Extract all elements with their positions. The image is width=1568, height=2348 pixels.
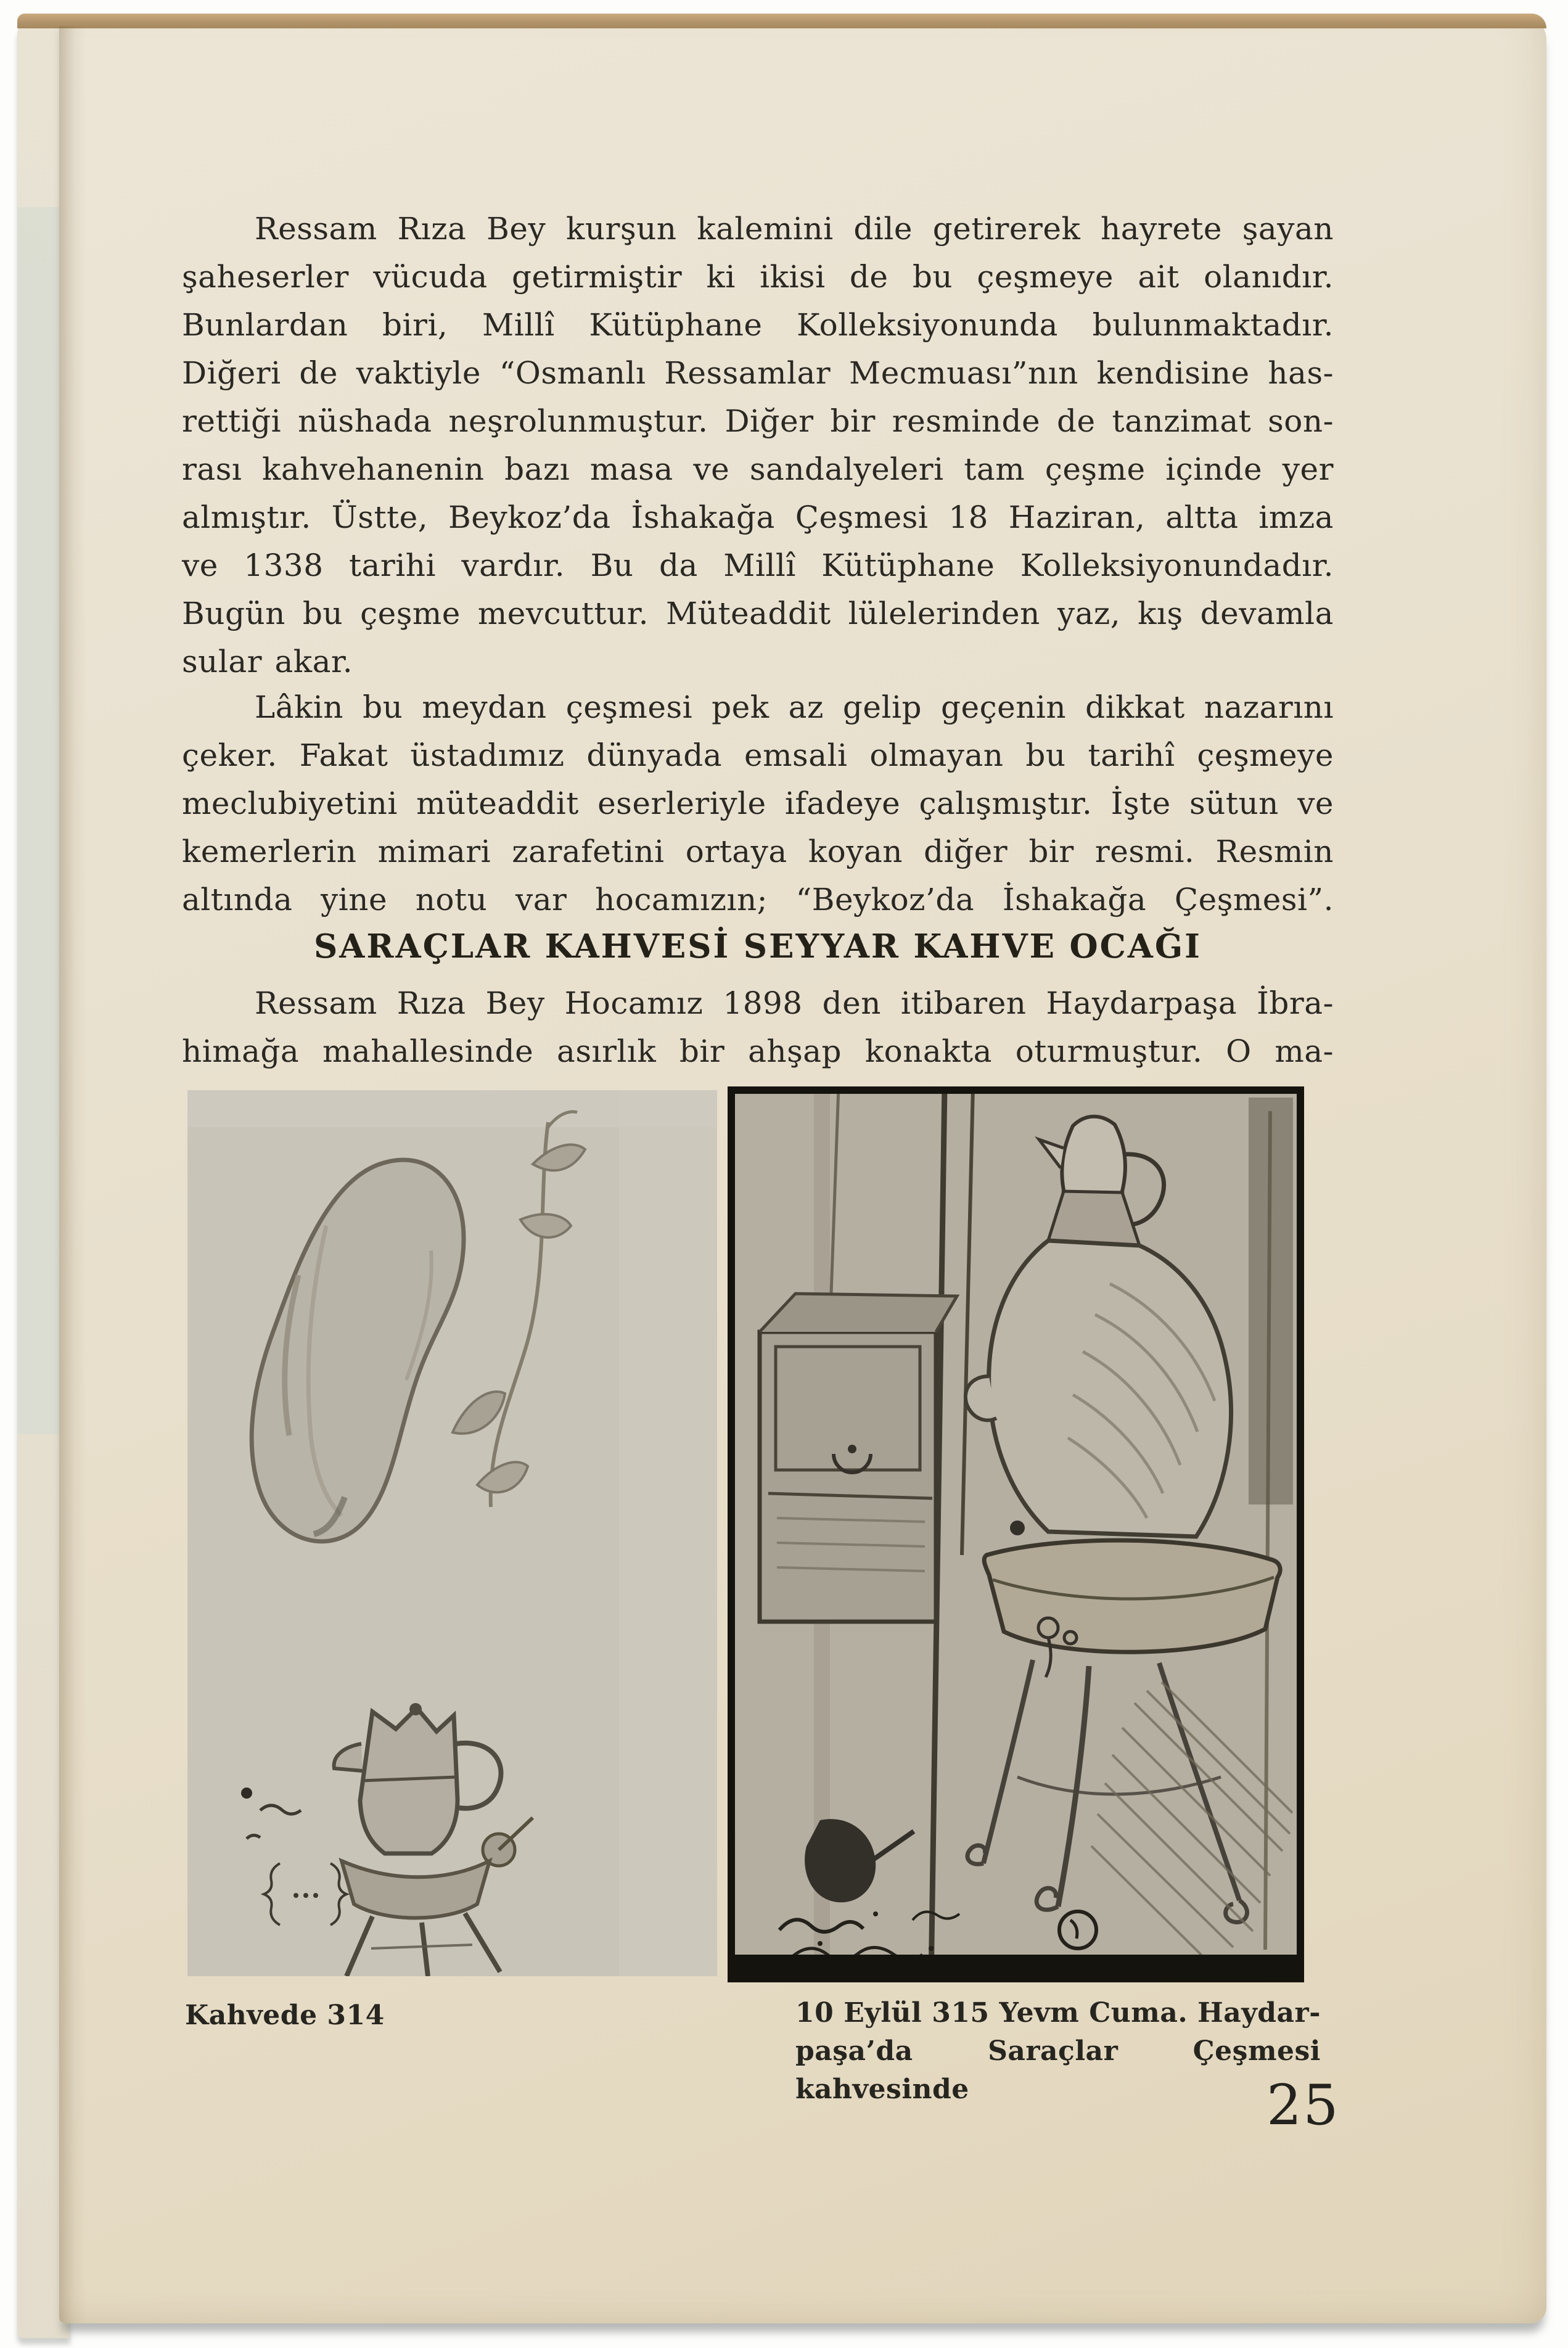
text-line: rettiği nüshada neşrolunmuştur. Diğer bir resminde de tanzimat son-	[182, 403, 1334, 439]
text-line: himağa mahallesinde asırlık bir ahşap konakta oturmuştur. O ma-	[182, 1033, 1334, 1069]
text-line: Lâkin bu meydan çeşmesi pek az gelip geçenin dikkat nazarını	[255, 689, 1334, 725]
caption-line: 10 Eylül 315 Yevm Cuma. Haydar-	[795, 1997, 1321, 2029]
paragraph-2	[182, 683, 1334, 924]
figure-right-pencil-sketch	[728, 1086, 1304, 1982]
text-line: şaheserler vücuda getirmiştir ki ikisi de bu çeşmeye ait olanıdır.	[182, 259, 1334, 295]
figure-right-caption	[795, 1994, 1321, 2109]
paragraph-1	[182, 205, 1334, 686]
figure-left-pencil-sketch	[187, 1090, 717, 1976]
page-number: 25	[1266, 2073, 1340, 2138]
text-line: kemerlerin mimari zarafetini ortaya koyan diğer bir resmi. Resmin	[182, 834, 1334, 869]
text-line: meclubiyetini müteaddit eserleriyle ifadeye çalışmıştır. İşte sütun ve	[182, 786, 1334, 821]
text-line: Bunlardan biri, Millî Kütüphane Kolleksiyonunda bulunmaktadır.	[182, 307, 1334, 343]
paragraph-3	[182, 979, 1334, 1075]
text-line: Diğeri de vaktiyle “Osmanlı Ressamlar Mecmuası”nın kendisine has-	[182, 355, 1334, 391]
text-line: Ressam Rıza Bey Hocamız 1898 den itibaren Haydarpaşa İbra-	[255, 985, 1334, 1021]
text-line: ve 1338 tarihi vardır. Bu da Millî Kütüphane Kolleksiyonundadır.	[182, 548, 1334, 583]
coffee-brazier-sketch-right	[728, 1086, 1304, 1982]
coffee-pot-sketch-left	[187, 1090, 717, 1976]
text-line: Ressam Rıza Bey kurşun kalemini dile getirerek hayrete şayan	[255, 211, 1334, 247]
figure-left-caption: Kahvede 314	[185, 2000, 385, 2031]
text-line: altında yine notu var hocamızın; “Beykoz’da İshakağa Çeşmesi”.	[182, 882, 1334, 917]
section-heading: SARAÇLAR KAHVESİ SEYYAR KAHVE OCAĞI	[314, 927, 1202, 966]
text-line: Bugün bu çeşme mevcuttur. Müteaddit lülelerinden yaz, kış devamla	[182, 596, 1334, 631]
text-line: sular akar.	[182, 644, 353, 679]
text-line: almıştır. Üstte, Beykoz’da İshakağa Çeşmesi 18 Haziran, altta imza	[182, 499, 1334, 535]
page-fold-shadow	[59, 26, 86, 2323]
text-line: çeker. Fakat üstadımız dünyada emsali olmayan bu tarihî çeşmeye	[182, 737, 1334, 773]
caption-line: paşa’da Saraçlar Çeşmesi kahvesinde	[795, 2035, 1321, 2105]
page-top-edge	[17, 14, 1546, 28]
page-sheet	[59, 16, 1546, 2323]
underlying-page-tint	[17, 207, 65, 1434]
text-line: rası kahvehanenin bazı masa ve sandalyeleri tam çeşme içinde yer	[182, 451, 1334, 487]
